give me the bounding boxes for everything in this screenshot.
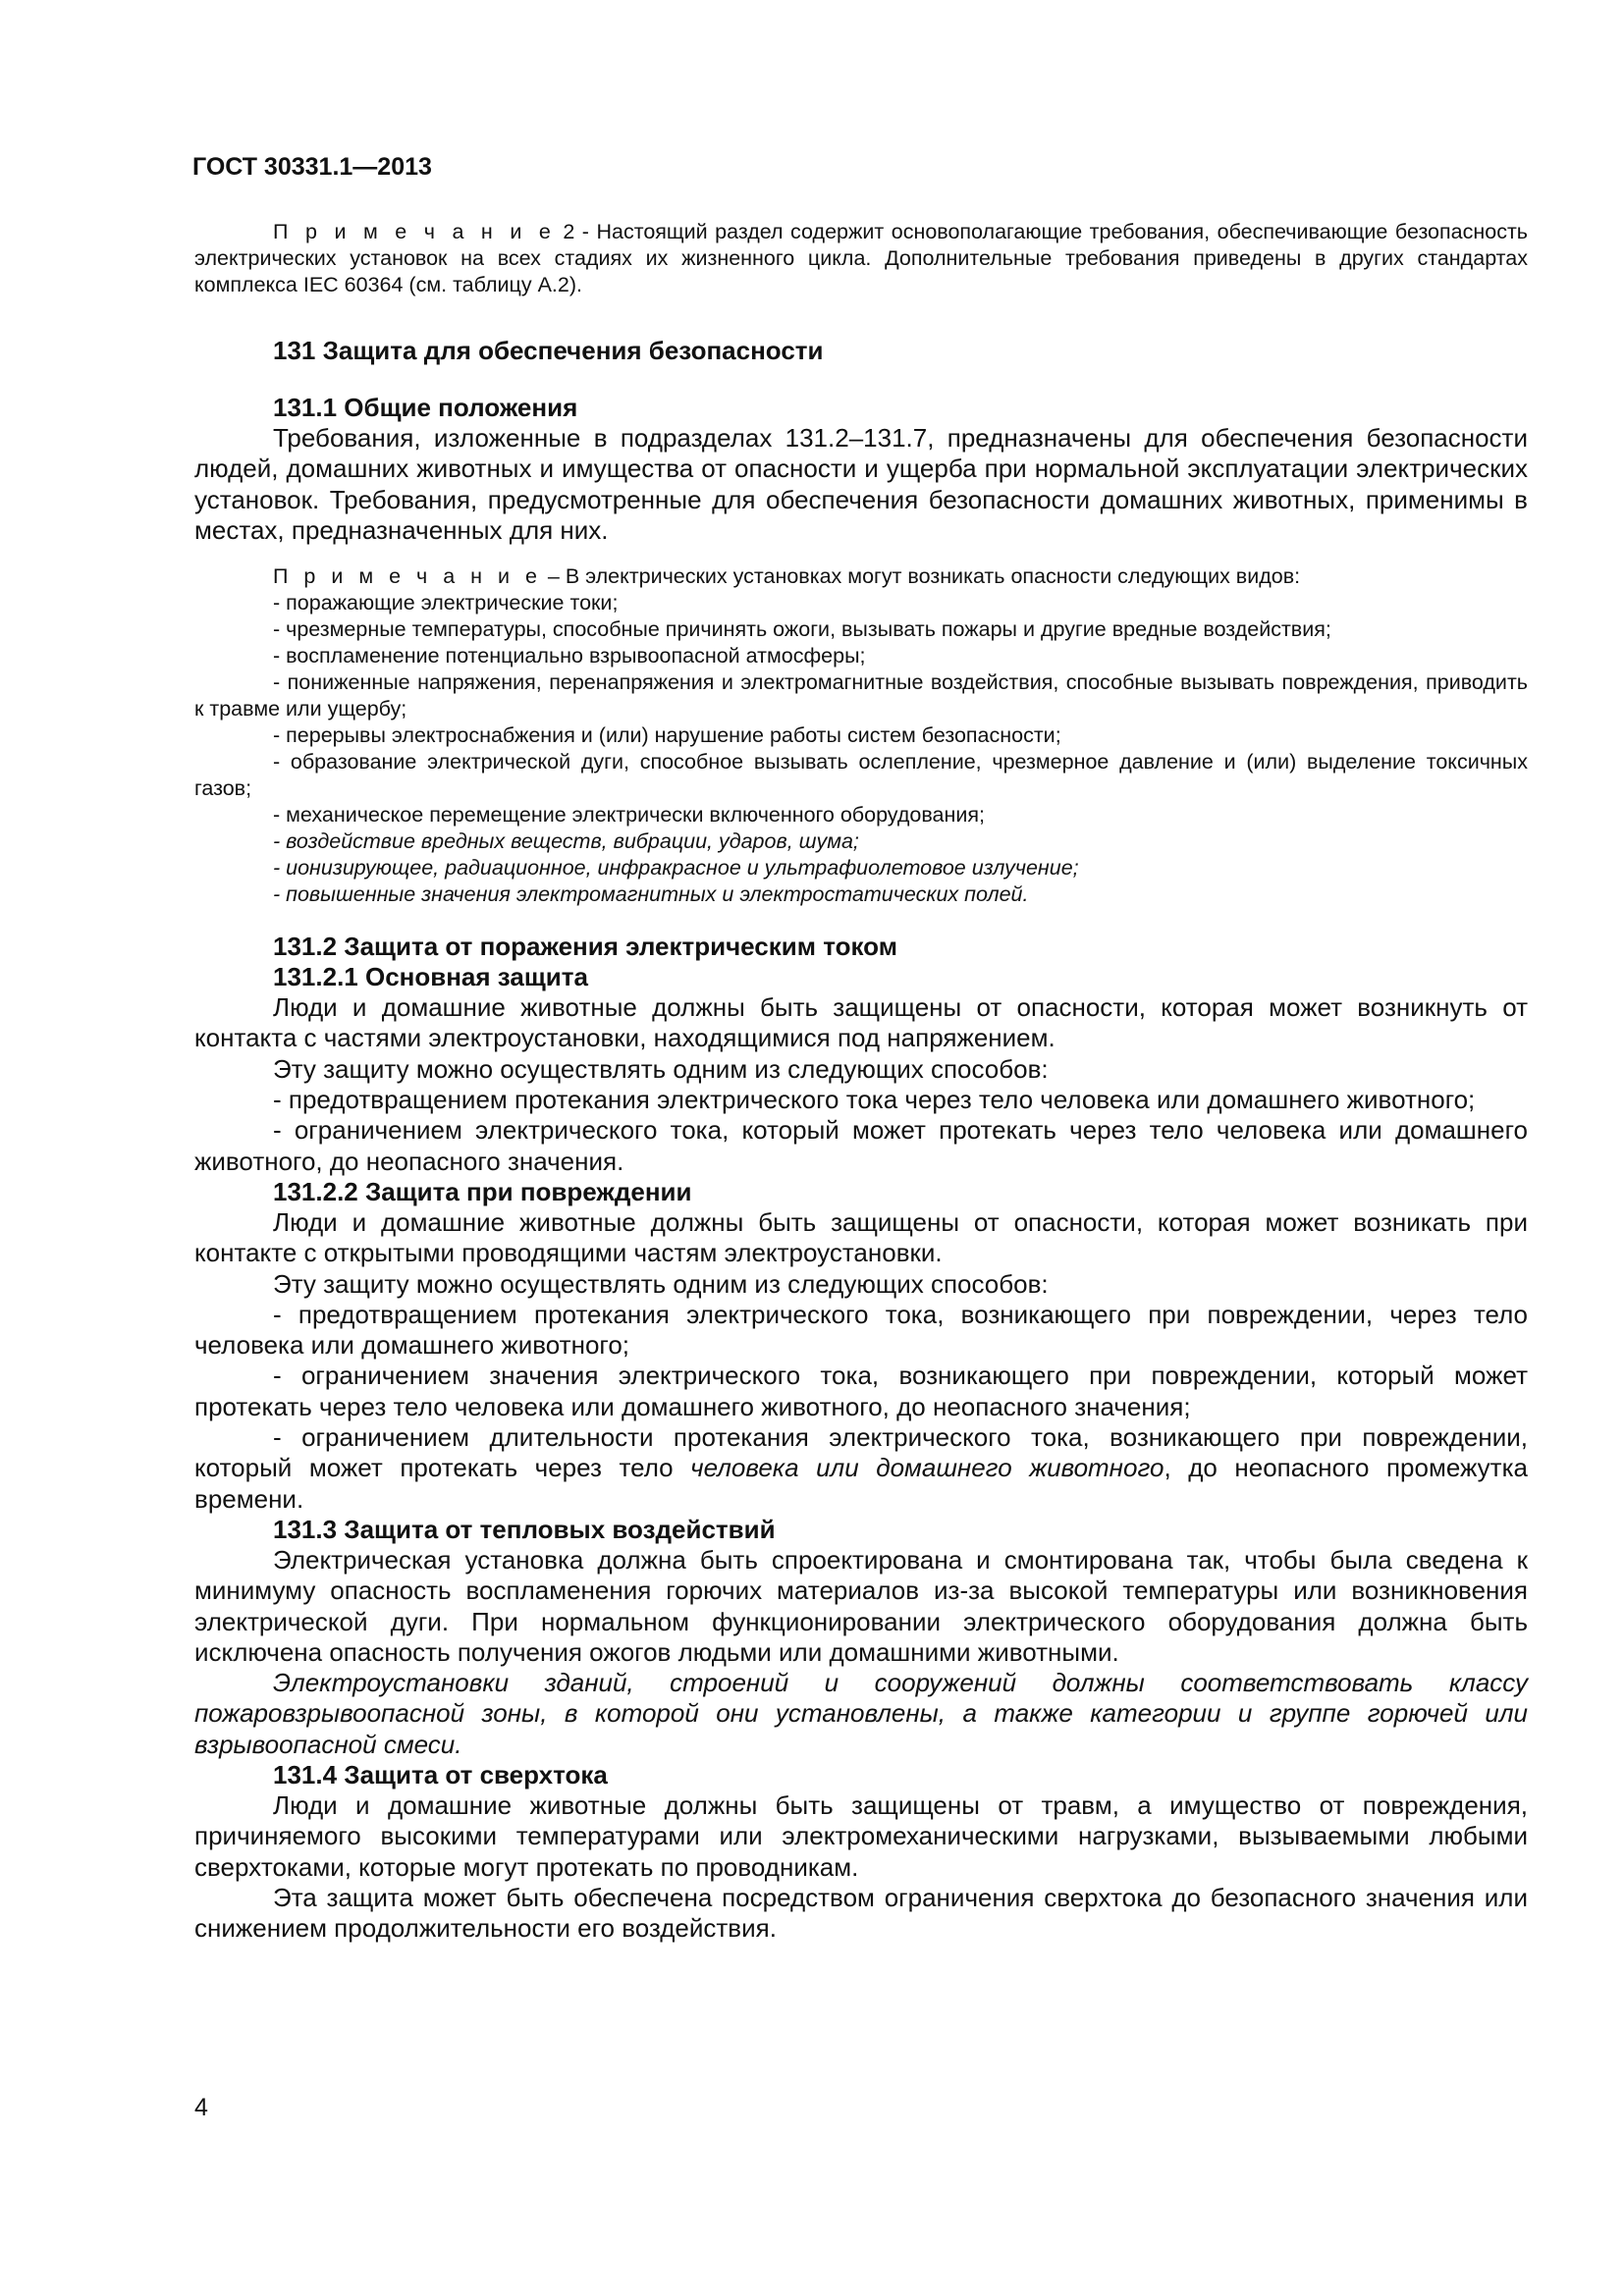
text-run-italic: человека или домашнего животного <box>690 1453 1164 1483</box>
paragraph: Люди и домашние животные должны быть защищены от опасности, которая может возникать при контакте с открытыми проводящими частям электроустановки. <box>194 1206 1528 1268</box>
section-131-1-title: 131.1 Общие положения <box>273 393 578 422</box>
section-131-title: 131 Защита для обеспечения безопасности <box>273 336 824 365</box>
paragraph: Электрическая установка должна быть спроектирована и смонтирована так, чтобы была сведена к минимуму опасность воспламенения горючих материалов из-за высокой температуры или возникновения электрической дуги. При нормальном функционировании электрического оборудования должна быть исключена опасность получения ожогов людьми или домашними животными. <box>194 1544 1528 1667</box>
section-131-4-title: 131.4 Защита от сверхтока <box>273 1760 608 1790</box>
paragraph: Люди и домашние животные должны быть защищены от опасности, которая может возникнуть от контакта с частями электроустановки, находящимися под напряжением. <box>194 992 1528 1053</box>
section-131-2-2-title: 131.2.2 Защита при повреждении <box>273 1176 692 1206</box>
section-131-2-title: 131.2 Защита от поражения электрическим током <box>273 932 897 962</box>
note-2-text: 2 - Настоящий раздел содержит основополагающие требования, обеспечивающие безопасность электрических установок на всех стадиях их жизненного цикла. Дополнительные требования приведены в других стандартах комплекса IEC 60364 (см. таблицу А.2). <box>194 220 1528 296</box>
paragraph: - предотвращением протекания электрического тока через тело человека или домашнего животного; <box>273 1085 1476 1115</box>
section-131-1-paragraph: Требования, изложенные в подразделах 131.2–131.7, предназначены для обеспечения безопасности людей, домашних животных и имущества от опасности и ущерба при нормальной эксплуатации электрических установок. Требования, предусмотренные для обеспечения безопасности домашних животных, применимы в местах, предназначенных для них. <box>194 423 1528 545</box>
note-list-item: - механическое перемещение электрически включенного оборудования; <box>273 803 985 828</box>
paragraph: Эта защита может быть обеспечена посредством ограничения сверхтока до безопасного значения или снижением продолжительности его воздействия. <box>194 1882 1528 1944</box>
text-run: , до неопасного промежутка времени. <box>194 1453 1528 1514</box>
note-list-item-italic: - повышенные значения электромагнитных и электростатических полей. <box>273 882 1029 907</box>
note-list-item-italic: - воздействие вредных веществ, вибрации, ударов, шума; <box>273 829 859 854</box>
paragraph: - ограничением электрического тока, который может протекать через тело человека или домашнего животного, до неопасного значения. <box>194 1115 1528 1176</box>
page-number: 4 <box>194 2094 208 2121</box>
paragraph: - ограничением значения электрического тока, возникающего при повреждении, который может протекать через тело человека или домашнего животного, до неопасного значения; <box>194 1361 1528 1421</box>
text-run: - ограничением длительности протекания электрического тока, возникающего при повреждении, который может протекать через тело <box>194 1422 1528 1483</box>
note-list-item: - воспламенение потенциально взрывоопасной атмосферы; <box>273 644 866 668</box>
note-intro <box>194 563 1528 590</box>
paragraph: Эту защиту можно осуществлять одним из следующих способов: <box>273 1268 1049 1299</box>
note-list-item-italic: - ионизирующее, радиационное, инфракрасное и ультрафиолетовое излучение; <box>273 856 1079 881</box>
section-131-3-title: 131.3 Защита от тепловых воздействий <box>273 1514 776 1544</box>
paragraph-italic: Электроустановки зданий, строений и сооружений должны соответствовать классу пожаровзрывоопасной зоны, в которой они установлены, а также категории и группе горючей или взрывоопасной смеси. <box>194 1668 1528 1759</box>
paragraph: Эту защиту можно осуществлять одним из следующих способов: <box>273 1053 1049 1084</box>
section-131-2-1-title: 131.2.1 Основная защита <box>273 962 588 992</box>
note-list-item: - чрезмерные температуры, способные причинять ожоги, вызывать пожары и другие вредные воздействия; <box>273 617 1331 642</box>
section-131-1-note <box>194 563 1528 908</box>
note-list-item: - поражающие электрические токи; <box>273 591 619 615</box>
note-intro-text: – В электрических установках могут возникать опасности следующих видов: <box>541 564 1301 589</box>
paragraph <box>194 1422 1528 1515</box>
note-2 <box>194 219 1528 298</box>
note-list-item: - пониженные напряжения, перенапряжения и электромагнитные воздействия, способные вызывать повреждения, приводить к травме или ущербу; <box>194 670 1528 721</box>
note-label: П р и м е ч а н и е <box>273 564 542 589</box>
document-header: ГОСТ 30331.1—2013 <box>192 153 432 181</box>
paragraph: Люди и домашние животные должны быть защищены от травм, а имущество от повреждения, причиняемого высокими температурами или электромеханическими нагрузками, вызываемыми любыми сверхтоками, которые могут протекать по проводникам. <box>194 1790 1528 1882</box>
note-list-item: - перерывы электроснабжения и (или) нарушение работы систем безопасности; <box>273 723 1061 748</box>
note-label: П р и м е ч а н и е <box>273 220 556 243</box>
note-list-item: - образование электрической дуги, способное вызывать ослепление, чрезмерное давление и (или) выделение токсичных газов; <box>194 750 1528 801</box>
paragraph: - предотвращением протекания электрического тока, возникающего при повреждении, через тело человека или домашнего животного; <box>194 1299 1528 1361</box>
